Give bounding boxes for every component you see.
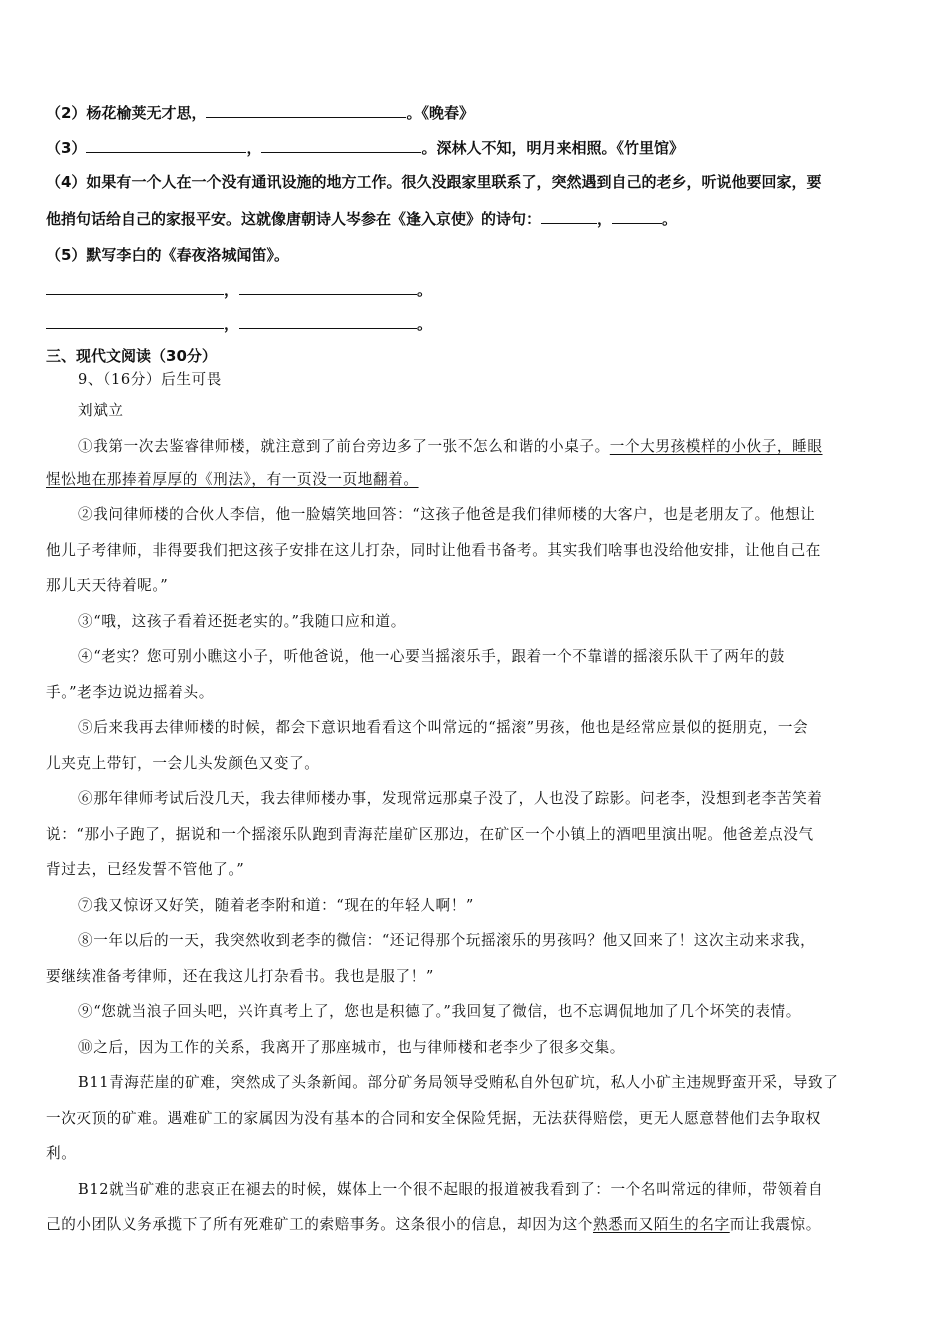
q3-blank-1[interactable] xyxy=(86,138,246,153)
q4-text: 他捎句话给自己的家报平安。这就像唐朝诗人岑参在《逢入京使》的诗句： xyxy=(46,210,542,228)
paragraph-8-line-2: 要继续准备考律师，还在我这儿打杂看书。我也是服了！” xyxy=(46,968,434,985)
paragraph-10: ⑩之后，因为工作的关系，我离开了那座城市，也与律师楼和老李少了很多交集。 xyxy=(78,1039,625,1056)
q4-sep: ， xyxy=(597,210,613,228)
paragraph-5-line-2: 儿夹克上带钉，一会儿头发颜色又变了。 xyxy=(46,755,320,772)
paragraph-8-line-1: ⑧一年以后的一天，我突然收到老李的微信：“还记得那个玩摇滚乐的男孩吗？他又回来了！这次主动来求我， xyxy=(78,932,816,949)
q4-blank-1[interactable] xyxy=(541,209,597,224)
q5-blank-1[interactable] xyxy=(46,280,224,295)
q5-sep-2: ， xyxy=(224,315,240,333)
q3-sep: ， xyxy=(246,139,262,157)
poem-q5-line1 xyxy=(46,280,432,300)
paragraph-5-line-1: ⑤后来我再去律师楼的时候，都会下意识地看看这个叫常远的“摇滚”男孩，他也是经常应景似的挺朋克，一会 xyxy=(78,719,809,736)
p12-text-end: 而让我震惊。 xyxy=(729,1216,821,1233)
p1-underlined: 一个大男孩模样的小伙子，睡眼 xyxy=(609,438,823,455)
q3-blank-2[interactable] xyxy=(261,138,421,153)
q5-sep-1: ， xyxy=(224,281,240,299)
paragraph-2-line-1: ②我问律师楼的合伙人李信，他一脸嬉笑地回答：“这孩子他爸是我们律师楼的大客户，也是老朋友了。他想让 xyxy=(78,506,816,523)
paragraph-7: ⑦我又惊讶又好笑，随着老李附和道：“现在的年轻人啊！” xyxy=(78,897,474,914)
p12-text: 己的小团队义务承揽下了所有死难矿工的索赔事务。这条很小的信息，却因为这个 xyxy=(46,1216,593,1233)
paragraph-12-line-1: B12就当矿难的悲哀正在褪去的时候，媒体上一个很不起眼的报道被我看到了：一个名叫常远的律师，带领着自 xyxy=(78,1181,824,1198)
paragraph-6-line-3: 背过去，已经发誓不管他了。” xyxy=(46,861,245,878)
paragraph-11-line-1: B11青海茫崖的矿难，突然成了头条新闻。部分矿务局领导受贿私自外包矿坑，私人小矿主违规野蛮开采，导致了 xyxy=(78,1074,839,1091)
paragraph-9: ⑨“您就当浪子回头吧，兴许真考上了，您也是积德了。”我回复了微信，也不忘调侃地加了几个坏笑的表情。 xyxy=(78,1003,801,1020)
q5-blank-2[interactable] xyxy=(239,280,417,295)
paragraph-4-line-1: ④“老实？您可别小瞧这小子，听他爸说，他一心要当摇滚乐手，跟着一个不靠谱的摇滚乐队干了两年的鼓 xyxy=(78,648,785,665)
paragraph-6-line-2: 说：“那小子跑了，据说和一个摇滚乐队跑到青海茫崖矿区那边，在矿区一个小镇上的酒吧里演出呢。他爸差点没气 xyxy=(46,826,814,843)
q3-label: （3） xyxy=(46,139,87,157)
poem-q4-line2 xyxy=(46,209,677,229)
q4-blank-2[interactable] xyxy=(612,209,662,224)
paragraph-2-line-2: 他儿子考律师，非得要我们把这孩子安排在这儿打杂，同时让他看书备考。其实我们啥事也没给他安排，让他自己在 xyxy=(46,542,821,559)
poem-q4-line1: （4）如果有一个人在一个没有通讯设施的地方工作。很久没跟家里联系了，突然遇到自己的老乡，听说他要回家，要 xyxy=(46,173,822,191)
paragraph-2-line-3: 那儿天天待着呢。” xyxy=(46,577,169,594)
q2-blank[interactable] xyxy=(206,103,406,118)
q3-end: 。深林人不知，明月来相照。《竹里馆》 xyxy=(421,139,684,157)
poem-q5: （5）默写李白的《春夜洛城闻笛》。 xyxy=(46,246,289,264)
paragraph-4-line-2: 手。”老李边说边摇着头。 xyxy=(46,684,214,701)
q5-blank-4[interactable] xyxy=(239,314,417,329)
paragraph-1-line-2 xyxy=(46,470,419,490)
question-title: 9、（16分）后生可畏 xyxy=(78,371,222,388)
paragraph-6-line-1: ⑥那年律师考试后没几天，我去律师楼办事，发现常远那桌子没了，人也没了踪影。问老李，没想到老李苦笑着 xyxy=(78,790,823,807)
q5-end-1: 。 xyxy=(417,281,433,299)
q5-end-2: 。 xyxy=(417,315,433,333)
q4-end: 。 xyxy=(662,210,678,228)
paragraph-11-line-2: 一次灭顶的矿难。遇难矿工的家属因为没有基本的合同和安全保险凭据，无法获得赔偿，更无人愿意替他们去争取权 xyxy=(46,1110,821,1127)
q2-end: 。《晚春》 xyxy=(406,104,474,122)
poem-q2 xyxy=(46,103,474,123)
poem-q5-line2 xyxy=(46,314,432,334)
paragraph-12-line-2 xyxy=(46,1215,821,1235)
q2-label: （2）杨花榆荚无才思， xyxy=(46,104,207,122)
paragraph-1-line-1 xyxy=(78,437,823,457)
poem-q3 xyxy=(46,138,684,158)
author-name: 刘斌立 xyxy=(78,402,124,419)
p1-text: ①我第一次去鉴睿律师楼，就注意到了前台旁边多了一张不怎么和谐的小桌子。 xyxy=(78,438,610,455)
section-title: 三、现代文阅读（30分） xyxy=(46,347,217,365)
p1-underlined-cont: 惺忪地在那捧着厚厚的《刑法》，有一页没一页地翻着。 xyxy=(46,471,419,488)
p12-underlined: 熟悉而又陌生的名字 xyxy=(592,1216,730,1233)
q5-blank-3[interactable] xyxy=(46,314,224,329)
paragraph-3: ③“哦，这孩子看着还挺老实的。”我随口应和道。 xyxy=(78,613,406,630)
paragraph-11-line-3: 利。 xyxy=(46,1145,77,1162)
